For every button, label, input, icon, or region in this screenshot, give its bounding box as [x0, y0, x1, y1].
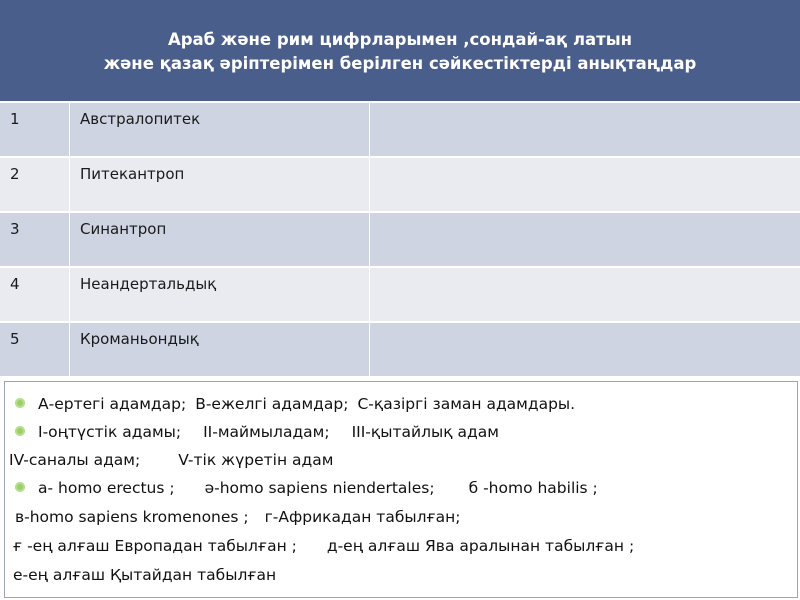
option-item: ғ -ең алғаш Европадан табылған ; [13, 537, 297, 555]
row-number: 2 [0, 158, 70, 211]
table-row [0, 213, 800, 268]
option-item: І-оңтүстік адамы; [38, 423, 182, 441]
title-line-2: және қазақ әріптерімен берілген сәйкестіктерді анықтаңдар [103, 53, 697, 73]
row-number: 4 [0, 268, 70, 321]
answer-cell[interactable] [370, 158, 800, 211]
option-item: С-қазіргі заман адамдары. [357, 395, 576, 413]
option-item: г-Африкадан табылған; [264, 508, 461, 526]
option-item: А-ертегі адамдар; [38, 395, 187, 413]
row-name: Синантроп [70, 213, 370, 266]
options-line [13, 566, 276, 584]
row-name: Неандертальдық [70, 268, 370, 321]
row-number: 3 [0, 213, 70, 266]
option-item: д-ең алғаш Ява аралынан табылған ; [326, 537, 635, 555]
row-number: 5 [0, 323, 70, 376]
options-line [15, 508, 461, 526]
answer-cell[interactable] [370, 323, 800, 376]
matching-table [0, 103, 800, 378]
answer-cell[interactable] [370, 268, 800, 321]
option-item: В-ежелгі адамдар; [195, 395, 349, 413]
options-line [15, 395, 575, 413]
option-item: ІІ-маймыладам; [203, 423, 330, 441]
row-number: 1 [0, 103, 70, 156]
bullet-icon [15, 482, 25, 492]
answer-cell[interactable] [370, 103, 800, 156]
options-panel [4, 381, 798, 598]
bullet-icon [15, 426, 25, 436]
slide-title [0, 0, 800, 103]
options-line [13, 537, 634, 555]
option-item: а- homo erectus ; [38, 479, 175, 497]
answer-cell[interactable] [370, 213, 800, 266]
option-item: е-ең алғаш Қытайдан табылған [13, 566, 277, 584]
option-item: ә-homo sapiens niendertales; [204, 479, 435, 497]
options-line [15, 479, 598, 497]
row-name: Кроманьондық [70, 323, 370, 376]
row-name: Австралопитек [70, 103, 370, 156]
option-item: б -homo habilis ; [468, 479, 598, 497]
bullet-icon [15, 398, 25, 408]
title-line-1: Араб және рим цифрларымен ,сондай-ақ латын [167, 29, 633, 49]
table-row [0, 323, 800, 378]
table-row [0, 103, 800, 158]
table-row [0, 158, 800, 213]
option-item: ІV-саналы адам; [9, 451, 141, 469]
options-line [15, 423, 499, 441]
row-name: Питекантроп [70, 158, 370, 211]
option-item: ІІІ-қытайлық адам [351, 423, 499, 441]
option-item: V-тік жүретін адам [178, 451, 334, 469]
option-item: в-homo sapiens kromenones ; [15, 508, 249, 526]
table-row [0, 268, 800, 323]
options-line [9, 451, 333, 469]
